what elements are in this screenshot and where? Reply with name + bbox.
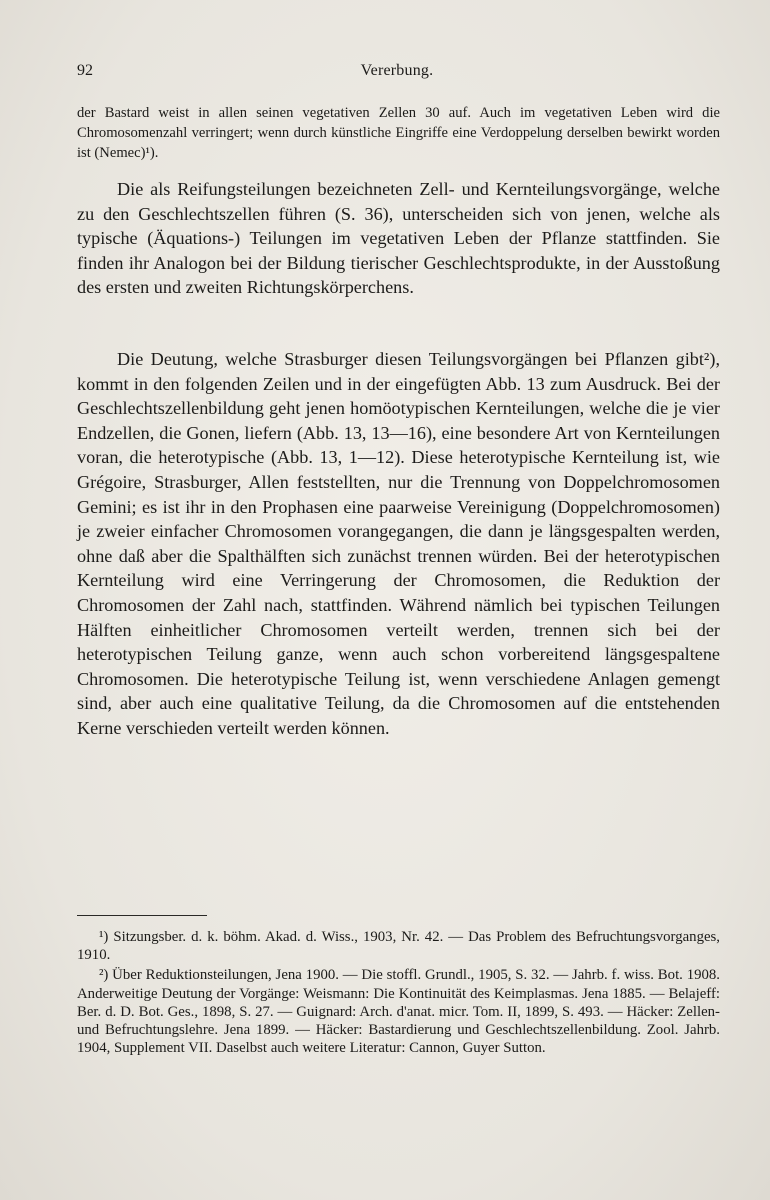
page-header bbox=[77, 62, 717, 86]
paragraph-block bbox=[77, 347, 720, 741]
lead-paragraph: der Bastard weist in allen seinen vegetativen Zellen 30 auf. Auch im vegetativen Leben wird die Chromosomenzahl verringert; wenn durch künstliche Eingriffe eine Verdoppelung derselben bewirkt worden ist (Nemec)¹). bbox=[77, 105, 720, 161]
paragraph: Die Deutung, welche Strasburger diesen Teilungsvorgängen bei Pflanzen gibt²), kommt in den folgenden Zeilen und in der eingefügten Abb. 13 zum Ausdruck. Bei der Geschlechtszellenbildung geht jenen homöotypischen Kernteilungen, welche die je vier Endzellen, die Gonen, liefern (Abb. 13, 13—16), eine besondere Art von Kernteilungen voran, die heterotypische (Abb. 13, 1—12). Diese heterotypische Kernteilung ist, wie Grégoire, Strasburger, Allen feststellten, nur die Trennung von Doppelchromosomen Gemini; es ist ihr in den Prophasen eine paarweise Vereinigung (Doppelchromosomen) je zweier einfacher Chromosomen vorangegangen, die dann je längsgespalten werden, ohne daß aber die Spalthälften sich zunächst trennen würden. Bei der heterotypischen Kernteilung wird eine Verringerung der Chromosomen, die Reduktion der Chromosomen der Zahl nach, stattfinden. Während nämlich bei typischen Teilungen Hälften einheitlicher Chromosomen verteilt werden, trennen sich bei der heterotypischen Teilung ganze, wenn auch schon vorbereitend längsgespaltene Chromosomen. Die heterotypische Teilung ist, wenn verschiedene Anlagen gemengt sind, aber auch eine qualitative Teilung, da die Chromosomen auf die entstehenden Kerne verschieden verteilt werden können. bbox=[77, 349, 720, 738]
footnote-divider bbox=[77, 915, 207, 916]
running-title: Vererbung. bbox=[360, 62, 434, 79]
page-number: 92 bbox=[77, 62, 93, 79]
footnote: ¹) Sitzungsber. d. k. böhm. Akad. d. Wiss., 1903, Nr. 42. — Das Problem des Befruchtungsvorganges, 1910. bbox=[77, 929, 720, 964]
footnote: ²) Über Reduktionsteilungen, Jena 1900. — Die stoffl. Grundl., 1905, S. 32. — Jahrb. f. wiss. Bot. 1908. Anderweitige Deutung der Vorgänge: Weismann: Die Kontinuität des Keimplasmas. Jena 1885. — Belajeff: Ber. d. D. Bot. Ges., 1898, S. 27. — Guignard: Arch. d'anat. micr. Tom. II, 1899, S. 493. — Häcker: Zellen- und Befruchtungslehre. Jena 1899. — Häcker: Bastardierung und Geschlechtszellenbildung. Zool. Jahrb. 1904, Supplement VII. Daselbst auch weitere Literatur: Cannon, Guyer Sutton. bbox=[77, 967, 720, 1057]
paragraph-block bbox=[77, 177, 720, 300]
paragraph: Die als Reifungsteilungen bezeichneten Zell- und Kernteilungsvorgänge, welche zu den Geschlechtszellen führen (S. 36), unterscheiden sich von jenen, welche als typische (Äquations-) Teilungen im vegetativen Leben der Pflanze stattfinden. Sie finden ihr Analogon bei der Bildung tierischer Geschlechtsprodukte, in der Ausstoßung des ersten und zweiten Richtungskörperchens. bbox=[77, 179, 720, 298]
footnotes bbox=[77, 928, 720, 1059]
lead-paragraph-block bbox=[77, 103, 720, 163]
